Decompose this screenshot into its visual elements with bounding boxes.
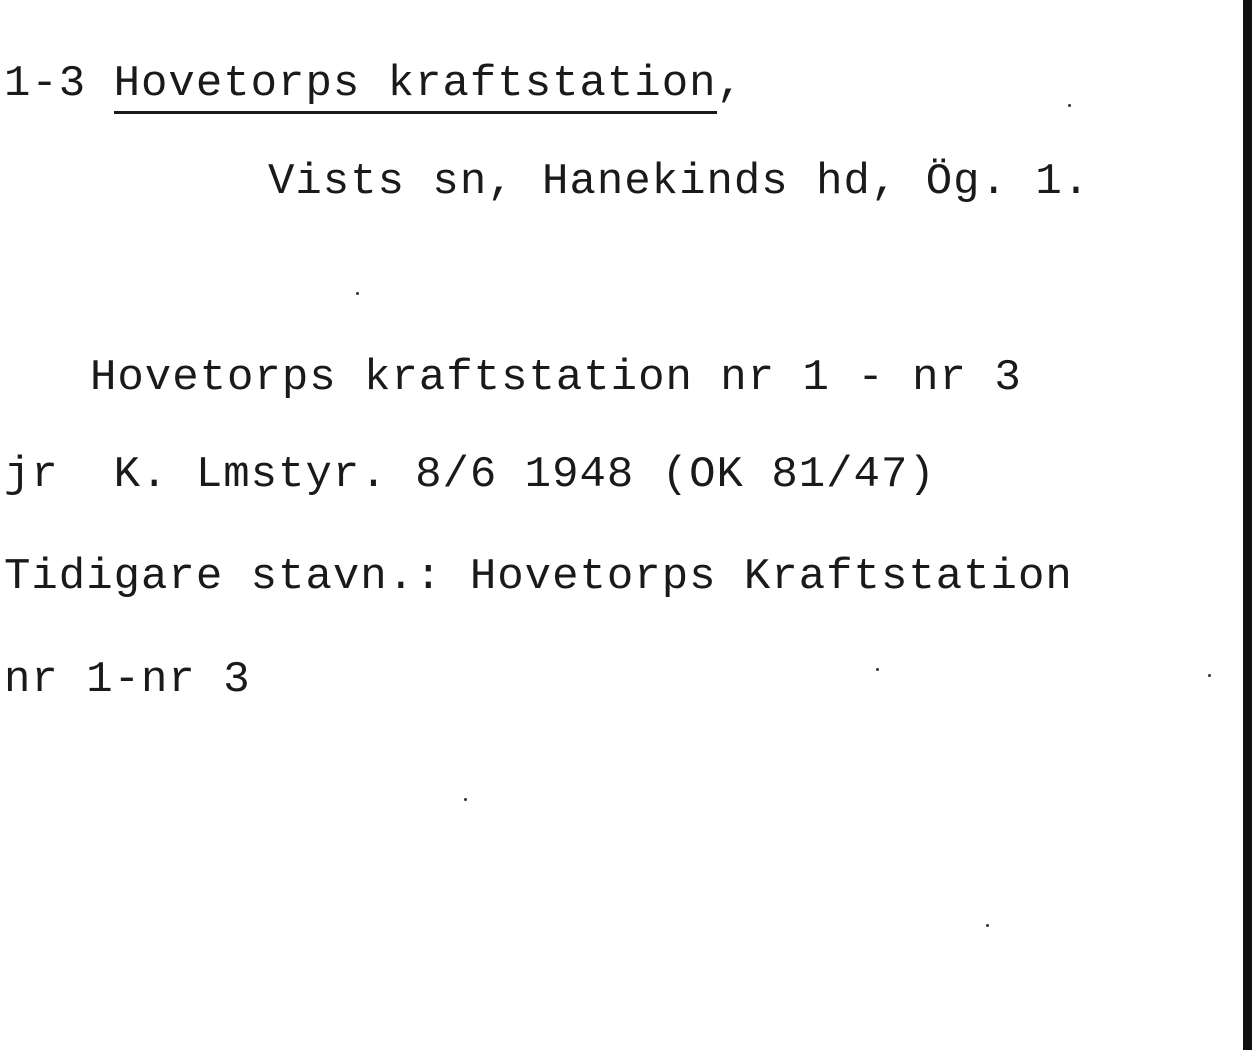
- heading-number: 1-3: [4, 59, 87, 109]
- scan-speck: [876, 668, 879, 671]
- scan-speck: [986, 924, 989, 927]
- heading-comma: ,: [716, 59, 744, 109]
- earlier-spelling-line-1: Tidigare stavn.: Hovetorps Kraftstation: [4, 552, 1073, 602]
- scan-speck: [1068, 104, 1071, 107]
- scan-speck: [464, 798, 467, 801]
- scan-speck: [1208, 674, 1211, 677]
- card-edge-shadow: [1243, 0, 1252, 1050]
- entry-name-line: Hovetorps kraftstation nr 1 - nr 3: [90, 353, 1022, 403]
- location-line: Vists sn, Hanekinds hd, Ög. 1.: [268, 157, 1091, 207]
- card-heading: [4, 59, 744, 109]
- heading-title: Hovetorps kraftstation: [114, 59, 717, 114]
- reference-line: jr K. Lmstyr. 8/6 1948 (OK 81/47): [4, 450, 936, 500]
- earlier-spelling-line-2: nr 1-nr 3: [4, 655, 251, 705]
- scan-speck: [356, 292, 359, 295]
